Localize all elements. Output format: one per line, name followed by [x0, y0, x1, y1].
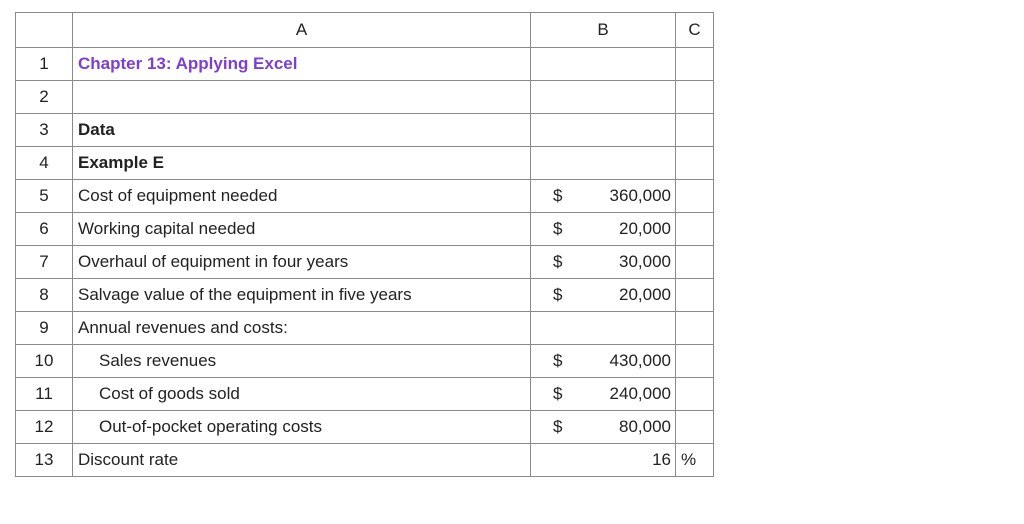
cell-a8[interactable]: Salvage value of the equipment in five years: [73, 279, 531, 312]
cell-b4[interactable]: [531, 147, 676, 180]
cell-c7[interactable]: [676, 246, 714, 279]
cell-c10[interactable]: [676, 345, 714, 378]
cell-a9[interactable]: Annual revenues and costs:: [73, 312, 531, 345]
currency-symbol: $: [553, 384, 563, 403]
cell-a4[interactable]: Example E: [73, 147, 531, 180]
row-header[interactable]: 13: [16, 444, 73, 477]
cell-c13[interactable]: %: [676, 444, 714, 477]
cell-b3[interactable]: [531, 114, 676, 147]
cell-c12[interactable]: [676, 411, 714, 444]
cell-c8[interactable]: [676, 279, 714, 312]
table-row: [16, 444, 714, 477]
spreadsheet-grid: [15, 12, 714, 477]
row-header[interactable]: 1: [16, 48, 73, 81]
table-row: [16, 147, 714, 180]
cell-a10[interactable]: Sales revenues: [73, 345, 531, 378]
currency-symbol: $: [553, 219, 563, 238]
cell-c3[interactable]: [676, 114, 714, 147]
column-header-row: [16, 13, 714, 48]
cell-value: 16: [652, 450, 671, 469]
currency-symbol: $: [553, 285, 563, 304]
row-header[interactable]: 2: [16, 81, 73, 114]
cell-value: 240,000: [609, 384, 671, 403]
table-row: [16, 180, 714, 213]
row-header[interactable]: 5: [16, 180, 73, 213]
cell-c2[interactable]: [676, 81, 714, 114]
row-header[interactable]: 11: [16, 378, 73, 411]
cell-b13[interactable]: [531, 444, 676, 477]
cell-a6[interactable]: Working capital needed: [73, 213, 531, 246]
cell-c6[interactable]: [676, 213, 714, 246]
row-header[interactable]: 9: [16, 312, 73, 345]
cell-value: 20,000: [619, 219, 671, 238]
cell-a12[interactable]: Out-of-pocket operating costs: [73, 411, 531, 444]
cell-b9[interactable]: [531, 312, 676, 345]
cell-c9[interactable]: [676, 312, 714, 345]
table-row: [16, 213, 714, 246]
cell-b7[interactable]: [531, 246, 676, 279]
cell-c4[interactable]: [676, 147, 714, 180]
cell-a2[interactable]: [73, 81, 531, 114]
table-row: [16, 378, 714, 411]
cell-b12[interactable]: [531, 411, 676, 444]
cell-b10[interactable]: [531, 345, 676, 378]
cell-a7[interactable]: Overhaul of equipment in four years: [73, 246, 531, 279]
row-header[interactable]: 6: [16, 213, 73, 246]
column-header-a[interactable]: A: [73, 13, 531, 48]
cell-b8[interactable]: [531, 279, 676, 312]
cell-value: 430,000: [609, 351, 671, 370]
cell-a1[interactable]: Chapter 13: Applying Excel: [73, 48, 531, 81]
cell-a13[interactable]: Discount rate: [73, 444, 531, 477]
cell-a5[interactable]: Cost of equipment needed: [73, 180, 531, 213]
row-header[interactable]: 8: [16, 279, 73, 312]
cell-b6[interactable]: [531, 213, 676, 246]
cell-b2[interactable]: [531, 81, 676, 114]
currency-symbol: $: [553, 186, 563, 205]
column-header-b[interactable]: B: [531, 13, 676, 48]
table-row: [16, 411, 714, 444]
cell-b5[interactable]: [531, 180, 676, 213]
row-header[interactable]: 7: [16, 246, 73, 279]
cell-value: 360,000: [609, 186, 671, 205]
table-row: [16, 345, 714, 378]
table-row: [16, 48, 714, 81]
table-row: [16, 312, 714, 345]
cell-value: 30,000: [619, 252, 671, 271]
cell-value: 20,000: [619, 285, 671, 304]
cell-a11[interactable]: Cost of goods sold: [73, 378, 531, 411]
table-row: [16, 246, 714, 279]
table-row: [16, 81, 714, 114]
currency-symbol: $: [553, 351, 563, 370]
table-row: [16, 279, 714, 312]
table-row: [16, 114, 714, 147]
cell-c11[interactable]: [676, 378, 714, 411]
row-header[interactable]: 10: [16, 345, 73, 378]
cell-b11[interactable]: [531, 378, 676, 411]
row-header[interactable]: 12: [16, 411, 73, 444]
cell-b1[interactable]: [531, 48, 676, 81]
cell-a3[interactable]: Data: [73, 114, 531, 147]
cell-c1[interactable]: [676, 48, 714, 81]
select-all-corner[interactable]: [16, 13, 73, 48]
currency-symbol: $: [553, 417, 563, 436]
row-header[interactable]: 3: [16, 114, 73, 147]
cell-c5[interactable]: [676, 180, 714, 213]
cell-value: 80,000: [619, 417, 671, 436]
column-header-c[interactable]: C: [676, 13, 714, 48]
row-header[interactable]: 4: [16, 147, 73, 180]
currency-symbol: $: [553, 252, 563, 271]
